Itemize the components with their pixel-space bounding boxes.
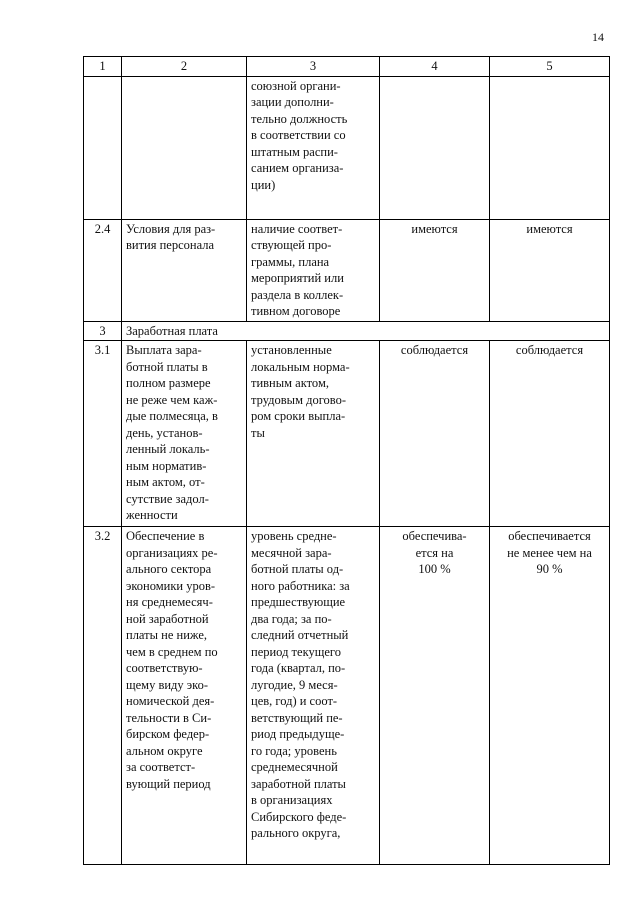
header-cell: 4 (380, 57, 490, 77)
value-a (380, 76, 490, 219)
indicator-name: Обеспечение в организациях ре- ального сектора экономики уров- ня среднемесяч- ной заработной платы не ниже, чем в среднем по соответствую- щему виду эко- номической дея- тельности в Си- бирском федер- альном округе за соответст- вующий период (122, 527, 247, 865)
section-title: Заработная плата (122, 321, 610, 341)
header-cell: 1 (84, 57, 122, 77)
row-number (84, 76, 122, 219)
section-row (84, 321, 610, 341)
indicator-name: Условия для раз- вития персонала (122, 219, 247, 321)
row-number: 3.1 (84, 341, 122, 527)
value-b (490, 76, 610, 219)
section-number: 3 (84, 321, 122, 341)
criterion-text: союзной органи- зации дополни- тельно должность в соответствии со штатным распи- санием организа- ции) (247, 76, 380, 219)
indicator-name (122, 76, 247, 219)
indicator-name: Выплата зара- ботной платы в полном размере не реже чем каж- дые полмесяца, в день, установ- ленный локаль- ным норматив- ным актом, от- сутствие задол- женности (122, 341, 247, 527)
table-row (84, 219, 610, 321)
table-row (84, 341, 610, 527)
value-a: имеются (380, 219, 490, 321)
value-b: имеются (490, 219, 610, 321)
criterion-text: наличие соответ- ствующей про- граммы, плана мероприятий или раздела в коллек- тивном договоре (247, 219, 380, 321)
value-a: соблюдается (380, 341, 490, 527)
value-b: обеспечивается не менее чем на 90 % (490, 527, 610, 865)
table-row (84, 76, 610, 219)
row-number: 2.4 (84, 219, 122, 321)
header-cell: 5 (490, 57, 610, 77)
criterion-text: уровень средне- месячной зара- ботной платы од- ного работника: за предшествующие два года; за по- следний отчетный период текущего года (квартал, по- лугодие, 9 меся- цев, год) и соот- ветствующий пе- риод предыдуще- го года; уровень среднемесячной заработной платы в организациях Сибирского феде- рального округа, (247, 527, 380, 865)
page-number: 14 (592, 30, 604, 44)
criterion-text: установленные локальным норма- тивным актом, трудовым догово- ром сроки выпла- ты (247, 341, 380, 527)
value-b: соблюдается (490, 341, 610, 527)
value-a: обеспечива- ется на 100 % (380, 527, 490, 865)
criteria-table (83, 56, 610, 865)
row-number: 3.2 (84, 527, 122, 865)
table-row (84, 527, 610, 865)
table-header-row (84, 57, 610, 77)
header-cell: 3 (247, 57, 380, 77)
header-cell: 2 (122, 57, 247, 77)
